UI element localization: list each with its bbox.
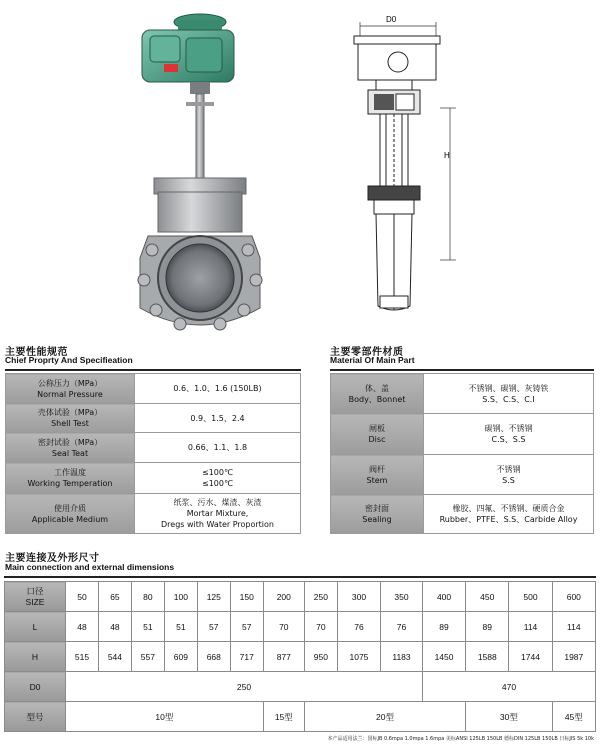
mat-label-en: Sealing <box>362 515 392 524</box>
h-cell: 544 <box>98 642 131 672</box>
model-cell: 20型 <box>304 702 465 732</box>
h-cell: 1075 <box>337 642 380 672</box>
valve-photo <box>120 8 280 334</box>
l-cell: 76 <box>381 612 423 642</box>
l-cell: 89 <box>466 612 509 642</box>
h-cell: 1183 <box>381 642 423 672</box>
materials-title-en: Material Of Main Part <box>330 355 415 365</box>
h-label: H <box>5 642 66 672</box>
h-cell: 515 <box>66 642 99 672</box>
size-cell: 250 <box>304 582 337 612</box>
perf-label-en: Applicable Medium <box>31 514 109 524</box>
model-label: 型号 <box>5 702 66 732</box>
size-cell: 65 <box>98 582 131 612</box>
dims-title-en: Main connection and external dimensions <box>5 562 175 572</box>
d0-label: D0 <box>5 672 66 702</box>
h-cell: 1744 <box>509 642 552 672</box>
mat-value-2: C.S、S.S <box>491 435 526 444</box>
materials-title-cn: 主要零部件材质 <box>330 347 404 358</box>
size-label-cn: 口径 <box>26 585 44 596</box>
l-cell: 114 <box>552 612 595 642</box>
size-cell: 80 <box>131 582 164 612</box>
l-cell: 48 <box>66 612 99 642</box>
h-cell: 557 <box>131 642 164 672</box>
perf-value-2: ≤100℃ <box>202 479 233 488</box>
perf-label-cn: 工作温度 <box>54 468 86 477</box>
l-cell: 48 <box>98 612 131 642</box>
l-cell: 76 <box>337 612 380 642</box>
materials-row <box>331 495 594 534</box>
perf-value: 0.9、1.5、2.4 <box>135 404 301 433</box>
materials-table <box>330 373 594 534</box>
mat-value-2: S.S、C.S、C.I <box>482 394 535 404</box>
mat-label-en: Disc <box>368 435 386 444</box>
materials-row <box>331 414 594 455</box>
size-cell: 600 <box>552 582 595 612</box>
size-row <box>5 582 596 612</box>
size-cell: 200 <box>263 582 304 612</box>
mat-value: 碳钢、不锈钢 <box>484 424 533 433</box>
l-cell: 57 <box>197 612 230 642</box>
dims-rule <box>4 576 596 578</box>
perf-label-en: Shell Test <box>51 419 89 428</box>
l-label: L <box>5 612 66 642</box>
size-cell: 100 <box>164 582 197 612</box>
perf-label-en: Seal Teat <box>51 448 89 458</box>
performance-title-cn: 主要性能规范 <box>5 347 68 358</box>
mat-label-en: Stem <box>366 475 388 485</box>
mat-label-cn: 闸板 <box>369 424 385 433</box>
perf-label-cn: 密封试验（MPa） <box>37 437 103 447</box>
perf-label-cn: 公称压力（MPa） <box>37 378 103 388</box>
h-cell: 1588 <box>466 642 509 672</box>
h-cell: 1987 <box>552 642 595 672</box>
l-cell: 57 <box>230 612 263 642</box>
perf-label-cn: 使用介质 <box>54 503 86 513</box>
h-label: H <box>444 151 450 160</box>
h-cell: 877 <box>263 642 304 672</box>
performance-table <box>5 373 301 534</box>
mat-value: 橡胶、四氟、不锈钢、硬质合金 <box>452 504 565 513</box>
mat-label-cn: 阀杆 <box>369 464 385 474</box>
dimension-drawing <box>340 10 480 330</box>
h-cell: 717 <box>230 642 263 672</box>
performance-title-en: Chief Proprty And Specifieation <box>5 355 133 365</box>
performance-row <box>6 463 301 494</box>
mat-value-2: Rubber、PTFE、S.S、Carbide Alloy <box>439 515 578 524</box>
size-cell: 150 <box>230 582 263 612</box>
model-cell: 45型 <box>552 702 595 732</box>
perf-value: ≤100℃ <box>202 468 233 477</box>
dims-title-cn: 主要连接及外形尺寸 <box>5 553 100 564</box>
l-cell: 70 <box>304 612 337 642</box>
h-cell: 950 <box>304 642 337 672</box>
materials-rule <box>330 369 594 371</box>
l-cell: 51 <box>164 612 197 642</box>
size-cell: 400 <box>422 582 465 612</box>
l-row <box>5 612 596 642</box>
mat-value: 不锈钢、碳钢、灰铸铁 <box>468 383 549 393</box>
l-cell: 89 <box>422 612 465 642</box>
mat-label-cn: 体、盖 <box>365 383 389 393</box>
size-cell: 50 <box>66 582 99 612</box>
materials-row <box>331 455 594 495</box>
size-cell: 350 <box>381 582 423 612</box>
d0-cell: 470 <box>422 672 595 702</box>
l-cell: 114 <box>509 612 552 642</box>
d0-row <box>5 672 596 702</box>
size-cell: 450 <box>466 582 509 612</box>
mat-value: 不锈钢 <box>496 464 521 474</box>
h-cell: 609 <box>164 642 197 672</box>
size-cell: 125 <box>197 582 230 612</box>
perf-value: 0.66、1.1、1.8 <box>135 433 301 463</box>
mat-label-cn: 密封面 <box>365 504 389 513</box>
mat-value-2: S.S <box>502 475 515 485</box>
l-cell: 51 <box>131 612 164 642</box>
perf-value: 纸浆、污水、煤渣、灰渣 <box>173 498 262 507</box>
performance-row <box>6 433 301 463</box>
h-cell: 1450 <box>422 642 465 672</box>
perf-label-en: Working Temperation <box>27 479 113 488</box>
flange-footnote: 本产品适用法兰：国标JB 0.6mpa 1.0mpa 1.6mpa 美标ANSI 125LB 150LB 德标DIN 125LB 150LB 日标JIS 5k 10k <box>327 736 594 742</box>
d0-label: D0 <box>386 15 397 24</box>
size-cell: 300 <box>337 582 380 612</box>
h-cell: 668 <box>197 642 230 672</box>
perf-label-cn: 壳体试验（MPa） <box>37 408 103 417</box>
performance-row <box>6 374 301 404</box>
perf-label-en: Normal Pressure <box>37 389 103 399</box>
performance-row <box>6 404 301 433</box>
size-label-en: SIZE <box>25 596 45 607</box>
perf-value-3: Dregs with Water Proportion <box>161 520 274 529</box>
perf-value-2: Mortar Mixture, <box>186 509 249 518</box>
l-cell: 70 <box>263 612 304 642</box>
mat-label-en: Body、Bonnet <box>348 394 406 404</box>
perf-value: 0.6、1.0、1.6 (150LB) <box>135 374 301 404</box>
h-row <box>5 642 596 672</box>
dimensions-table <box>4 581 596 732</box>
model-row <box>5 702 596 732</box>
model-cell: 10型 <box>66 702 264 732</box>
model-cell: 15型 <box>263 702 304 732</box>
model-cell: 30型 <box>466 702 552 732</box>
performance-rule <box>5 369 301 371</box>
d0-cell: 250 <box>66 672 423 702</box>
size-cell: 500 <box>509 582 552 612</box>
materials-row <box>331 374 594 414</box>
performance-row <box>6 494 301 534</box>
